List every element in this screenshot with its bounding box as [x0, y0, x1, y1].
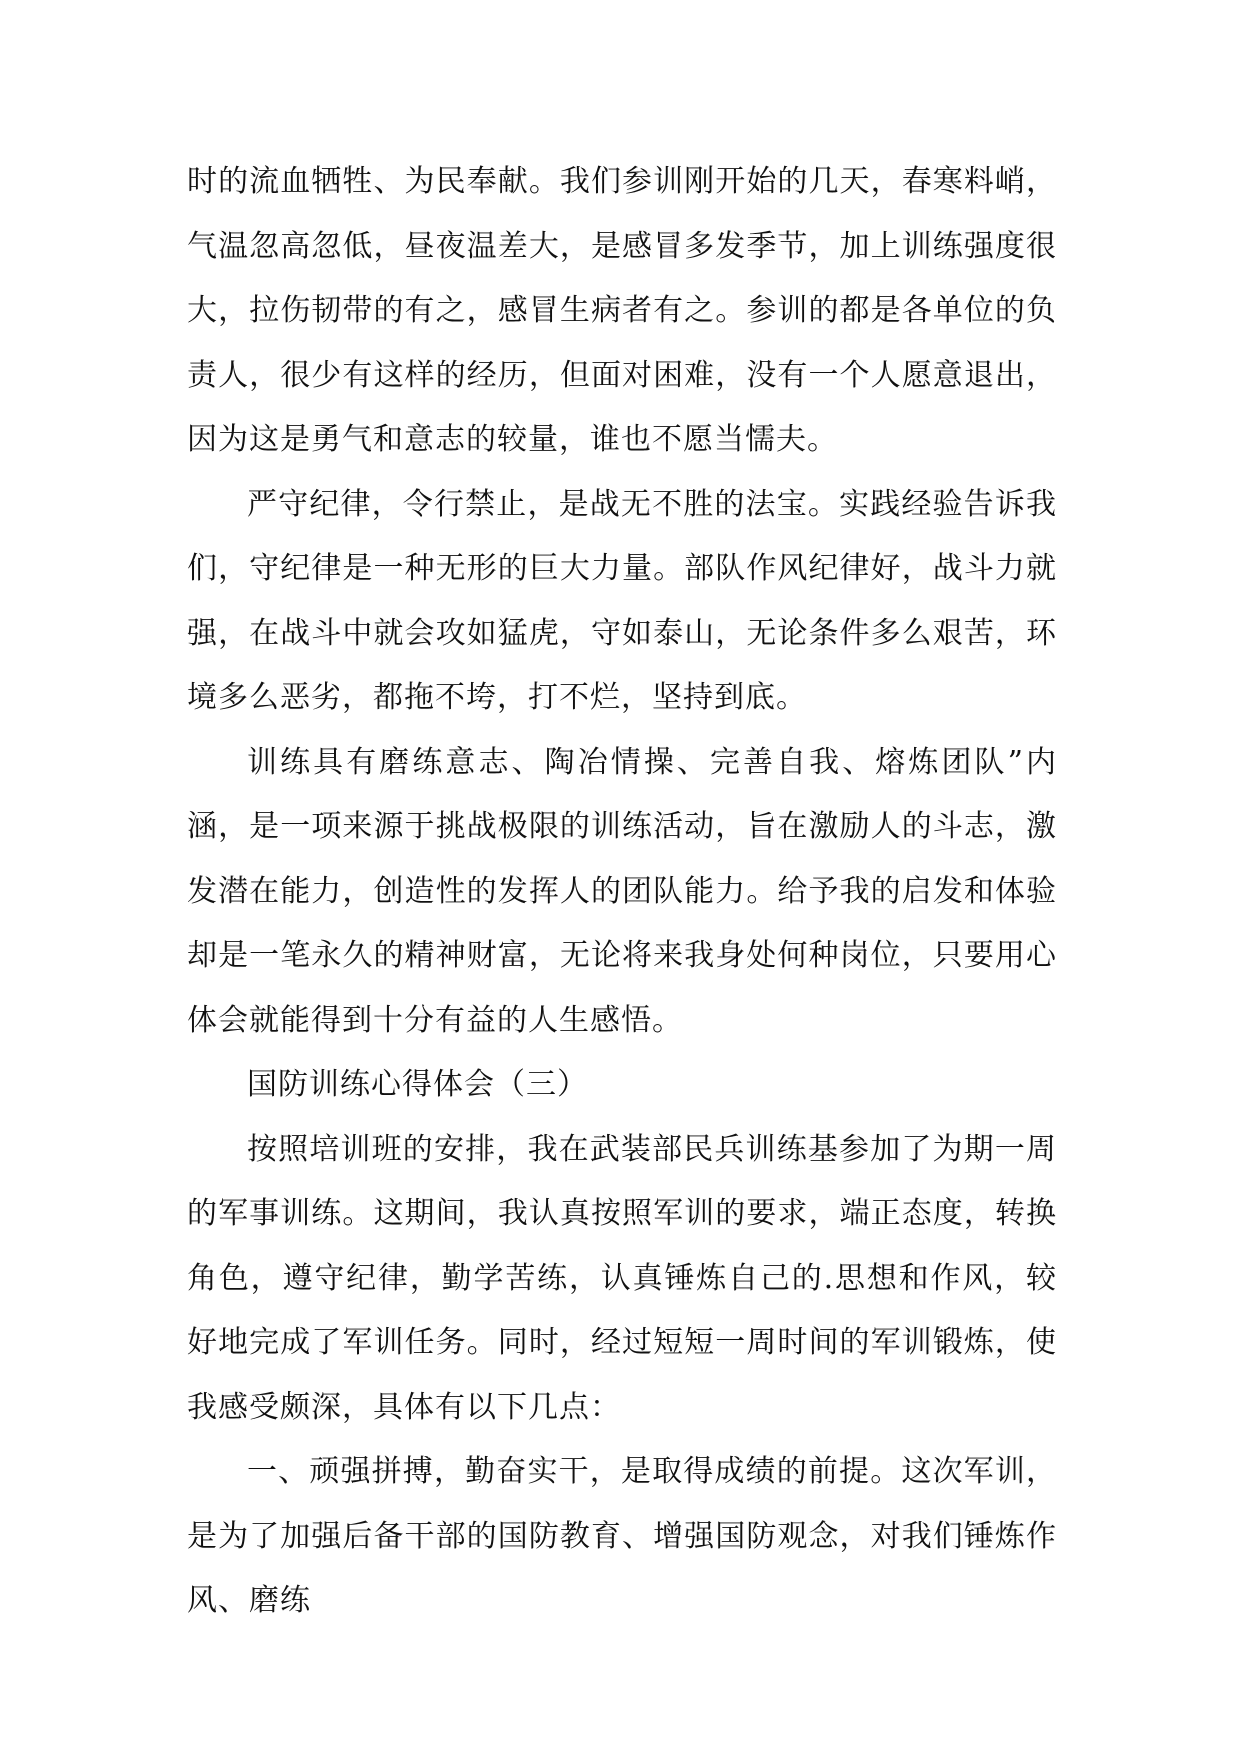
paragraph-discipline: 严守纪律，令行禁止，是战无不胜的法宝。实践经验告诉我们，守纪律是一种无形的巨大力量。部队作风纪律好，战斗力就强，在战斗中就会攻如猛虎，守如泰山，无论条件多么艰苦，环境多么恶劣，都拖不垮，打不烂，坚持到底。 — [187, 486, 1057, 715]
paragraph-arrangement: 按照培训班的安排，我在武装部民兵训练基参加了为期一周的军事训练。这期间，我认真按照军训的要求，端正态度，转换角色，遵守纪律，勤学苦练，认真锤炼自己的.思想和作风，较好地完成了军训任务。同时，经过短短一周时间的军训锻炼，使我感受颇深，具体有以下几点： — [187, 1131, 1057, 1425]
paragraph-continuation: 时的流血牺牲、为民奉献。我们参训刚开始的几天，春寒料峭，气温忽高忽低，昼夜温差大，是感冒多发季节，加上训练强度很大，拉伤韧带的有之，感冒生病者有之。参训的都是各单位的负责人，很少有这样的经历，但面对困难，没有一个人愿意退出，因为这是勇气和意志的较量，谁也不愿当懦夫。 — [187, 164, 1057, 457]
section-heading: 国防训练心得体会（三） — [247, 1067, 588, 1102]
paragraph-point-one: 一、顽强拼搏，勤奋实干，是取得成绩的前提。这次军训，是为了加强后备干部的国防教育、增强国防观念，对我们锤炼作风、磨练 — [187, 1454, 1057, 1618]
paragraph-training-meaning: 训练具有磨练意志、陶冶情操、完善自我、熔炼团队”内涵，是一项来源于挑战极限的训练活动，旨在激励人的斗志，激发潜在能力，创造性的发挥人的团队能力。给予我的启发和体验却是一笔永久的精神财富，无论将来我身处何种岗位，只要用心体会就能得到十分有益的人生感悟。 — [187, 744, 1057, 1038]
document-page — [187, 150, 1057, 1634]
